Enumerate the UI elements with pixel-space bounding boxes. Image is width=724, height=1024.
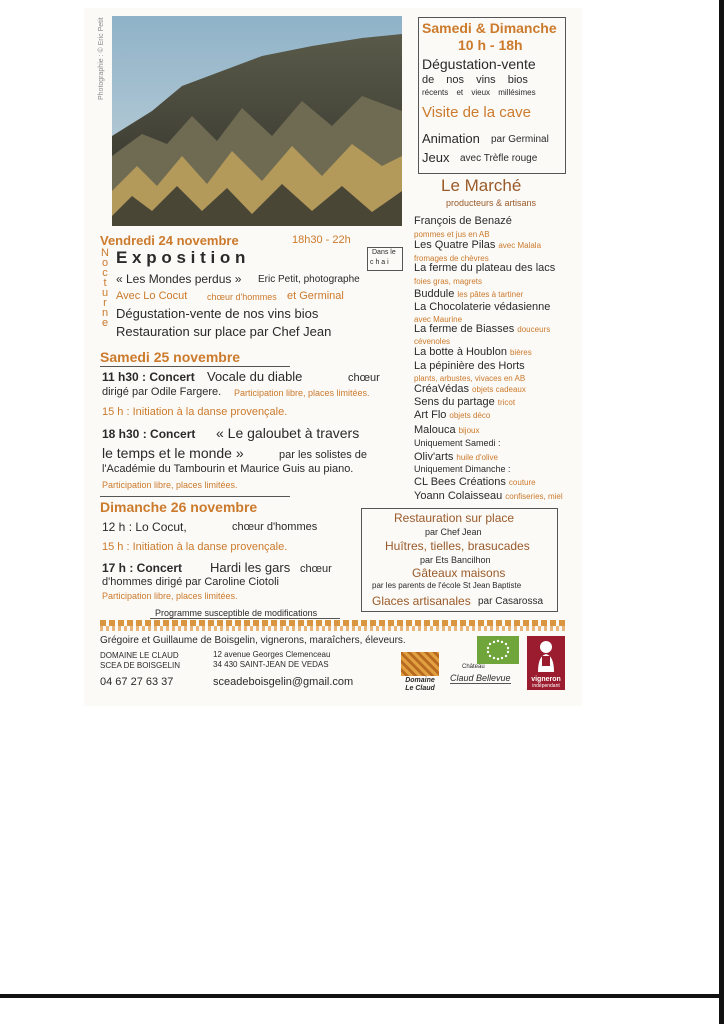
- vins-line-2: récents et vieux millésimes: [422, 88, 536, 97]
- logo-chateau-small: Château: [462, 664, 485, 670]
- resto-huitres: Huîtres, tielles, brasucades: [385, 539, 530, 553]
- footer-domaine-2: SCEA DE BOISGELIN: [100, 661, 181, 670]
- resto-by: par Chef Jean: [425, 527, 482, 537]
- samedi-divider: [100, 366, 290, 367]
- samedi-c1-desc2: dirigé par Odile Fargere.: [102, 386, 222, 398]
- marche-title: Le Marché: [441, 176, 522, 195]
- marche-item-name: Les Quatre Pilas: [414, 239, 496, 251]
- marche-item-detail: douceurs: [517, 325, 551, 334]
- modif-divider: [150, 618, 340, 619]
- marche-item-detail: les pâtes à tartiner: [457, 290, 524, 299]
- mondes-perdus: « Les Mondes perdus »: [116, 272, 242, 286]
- scan-edge-bottom: [0, 994, 724, 998]
- footer-address-1: 12 avenue Georges Clemenceau: [213, 650, 331, 659]
- dimanche-c-time: 17 h : Concert: [102, 561, 183, 575]
- marche-item-detail: objets déco: [449, 411, 491, 420]
- vendredi-restauration: Restauration sur place par Chef Jean: [116, 324, 332, 339]
- dimanche-date: Dimanche 26 novembre: [100, 499, 258, 515]
- cocut-line: Avec Lo Cocut: [116, 290, 188, 302]
- marche-item-name: Oliv'arts: [414, 451, 454, 463]
- cocut-detail: chœur d'hommes: [207, 292, 277, 302]
- marche-item-detail: foies gras, magrets: [414, 277, 483, 286]
- footer-address-2: 34 430 SAINT-JEAN DE VEDAS: [213, 660, 329, 669]
- animation-label: Animation: [422, 131, 480, 146]
- marche-item-name: CL Bees Créations: [414, 476, 506, 488]
- vins-line-1: de nos vins bios: [422, 74, 528, 86]
- marche-item-name: Sens du partage: [414, 396, 495, 408]
- mondes-by: Eric Petit, photographe: [258, 274, 360, 285]
- jeux-label: Jeux: [422, 150, 450, 165]
- marche-item-name: Art Flo: [414, 409, 447, 421]
- chai: c h a i: [370, 259, 389, 266]
- marche-item-name: Buddule: [414, 288, 455, 300]
- footer-email: sceadeboisgelin@gmail.com: [213, 676, 354, 688]
- dimanche-cocut-desc: chœur d'hommes: [232, 521, 318, 533]
- decorative-border-bottom: [100, 626, 565, 631]
- photo-credit: Photographie : © Eric Petit: [98, 17, 105, 100]
- marche-item-detail: fromages de chèvres: [414, 254, 489, 263]
- resto-gateaux: Gâteaux maisons: [412, 566, 506, 580]
- samedi-c2-desc2: l'Académie du Tambourin et Maurice Guis au piano.: [102, 463, 354, 475]
- samedi-c1-time: 11 h30 : Concert: [102, 370, 195, 384]
- landscape-photo: [112, 16, 402, 226]
- scan-edge-right: [719, 0, 724, 1024]
- resto-title: Restauration sur place: [394, 511, 515, 525]
- marche-item: [414, 486, 563, 504]
- marche-item-name: La botte à Houblon: [414, 346, 507, 358]
- weekend-hours: 10 h - 18h: [458, 37, 523, 53]
- footer-owners: Grégoire et Guillaume de Boisgelin, vignerons, maraîchers, éleveurs.: [100, 635, 406, 646]
- logo-vigneron-1: vigneron: [531, 676, 561, 683]
- marche-item-name: La Chocolaterie védasienne: [414, 301, 551, 313]
- marche-item-name: François de Benazé: [414, 215, 512, 227]
- jeux-by: avec Trèfle rouge: [460, 153, 538, 164]
- vendredi-time: 18h30 - 22h: [292, 234, 351, 246]
- marche-item-detail: confiseries, miel: [505, 492, 563, 501]
- samedi-c2-title1: « Le galoubet à travers: [216, 425, 360, 441]
- marche-item-name: La pépinière des Horts: [414, 360, 525, 372]
- samedi-c1-note: Participation libre, places limitées.: [234, 388, 370, 398]
- footer-phone: 04 67 27 63 37: [100, 676, 174, 688]
- samedi-c1-title: Vocale du diable: [207, 369, 303, 384]
- marche-item-name: La ferme de Biasses: [414, 323, 515, 335]
- dimanche-cocut-time: 12 h : Lo Cocut,: [102, 520, 187, 534]
- samedi-c2-desc1: par les solistes de: [279, 449, 368, 461]
- programme-modifications: Programme susceptible de modifications: [155, 608, 318, 618]
- dimanche-init: 15 h : Initiation à la danse provençale.: [102, 541, 288, 553]
- marche-item-detail: tricot: [497, 398, 516, 407]
- dans-le: Dans le: [372, 249, 396, 256]
- vendredi-degustation: Dégustation-vente de nos vins bios: [116, 306, 319, 321]
- samedi-c1-desc1: chœur: [348, 372, 380, 384]
- samedi-init: 15 h : Initiation à la danse provençale.: [102, 406, 288, 418]
- marche-item-name: Uniquement Dimanche :: [414, 464, 511, 474]
- marche-item-detail: bières: [509, 348, 532, 357]
- vendredi-date: Vendredi 24 novembre: [100, 233, 239, 248]
- samedi-date: Samedi 25 novembre: [100, 349, 241, 365]
- marche-item-detail: couture: [508, 478, 536, 487]
- logo-chateau-name: Claud Bellevue: [450, 673, 511, 683]
- logo-domaine-text: Domaine Le Claud: [405, 677, 435, 692]
- nocturne-vertical: N o c t u r n e: [101, 247, 109, 329]
- marche-item-name: CréaVédas: [414, 383, 470, 395]
- logo-vigneron-2: indépendant: [532, 683, 560, 689]
- resto-glaces: Glaces artisanales: [372, 594, 471, 608]
- weekend-days: Samedi & Dimanche: [422, 20, 557, 36]
- visite-cave: Visite de la cave: [422, 104, 531, 121]
- cocut-end: et Germinal: [287, 290, 344, 302]
- dimanche-c-title: Hardi les gars: [210, 560, 291, 575]
- domaine-le-claud-logo-icon: [401, 652, 439, 676]
- ab-bio-leaf-icon: [477, 636, 519, 664]
- marche-item-detail: avec Malala: [498, 241, 542, 250]
- marche-item-name: La ferme du plateau des lacs: [414, 262, 556, 274]
- marche-item-name: Maloucа: [414, 424, 456, 436]
- dimanche-c-desc2: d'hommes dirigé par Caroline Ciotoli: [102, 576, 279, 588]
- marche-subtitle: producteurs & artisans: [446, 198, 537, 208]
- exposition-title: E x p o s i t i o n: [116, 248, 246, 267]
- marche-item-detail: avec Maurine: [414, 315, 463, 324]
- resto-gateaux-by: par les parents de l'école St Jean Baptiste: [372, 581, 522, 590]
- marche-item-name: Yoann Colaisseau: [414, 490, 503, 502]
- dimanche-c-desc1: chœur: [300, 563, 332, 575]
- samedi-c2-title2: le temps et le monde »: [102, 445, 244, 461]
- marche-item-detail: pommes et jus en AB: [414, 230, 490, 239]
- marche-item-detail: cévenoles: [414, 337, 451, 346]
- dimanche-top-divider: [100, 496, 290, 497]
- degustation-title: Dégustation-vente: [422, 56, 536, 72]
- marche-item-detail: huile d'olive: [456, 453, 498, 462]
- samedi-c2-time: 18 h30 : Concert: [102, 427, 196, 441]
- samedi-c2-note: Participation libre, places limitées.: [102, 480, 238, 490]
- resto-glaces-by: par Casarossa: [478, 596, 544, 607]
- animation-by: par Germinal: [491, 134, 549, 145]
- footer-domaine-1: DOMAINE LE CLAUD: [100, 651, 179, 660]
- marche-item-detail: objets cadeaux: [472, 385, 526, 394]
- dimanche-c-note: Participation libre, places limitées.: [102, 591, 238, 601]
- marche-item-name: Uniquement Samedi :: [414, 438, 501, 448]
- resto-huitres-by: par Ets Bancilhon: [420, 555, 491, 565]
- marche-item-detail: bijoux: [458, 426, 480, 435]
- marche-item-detail: plants, arbustes, vivaces en AB: [414, 374, 526, 383]
